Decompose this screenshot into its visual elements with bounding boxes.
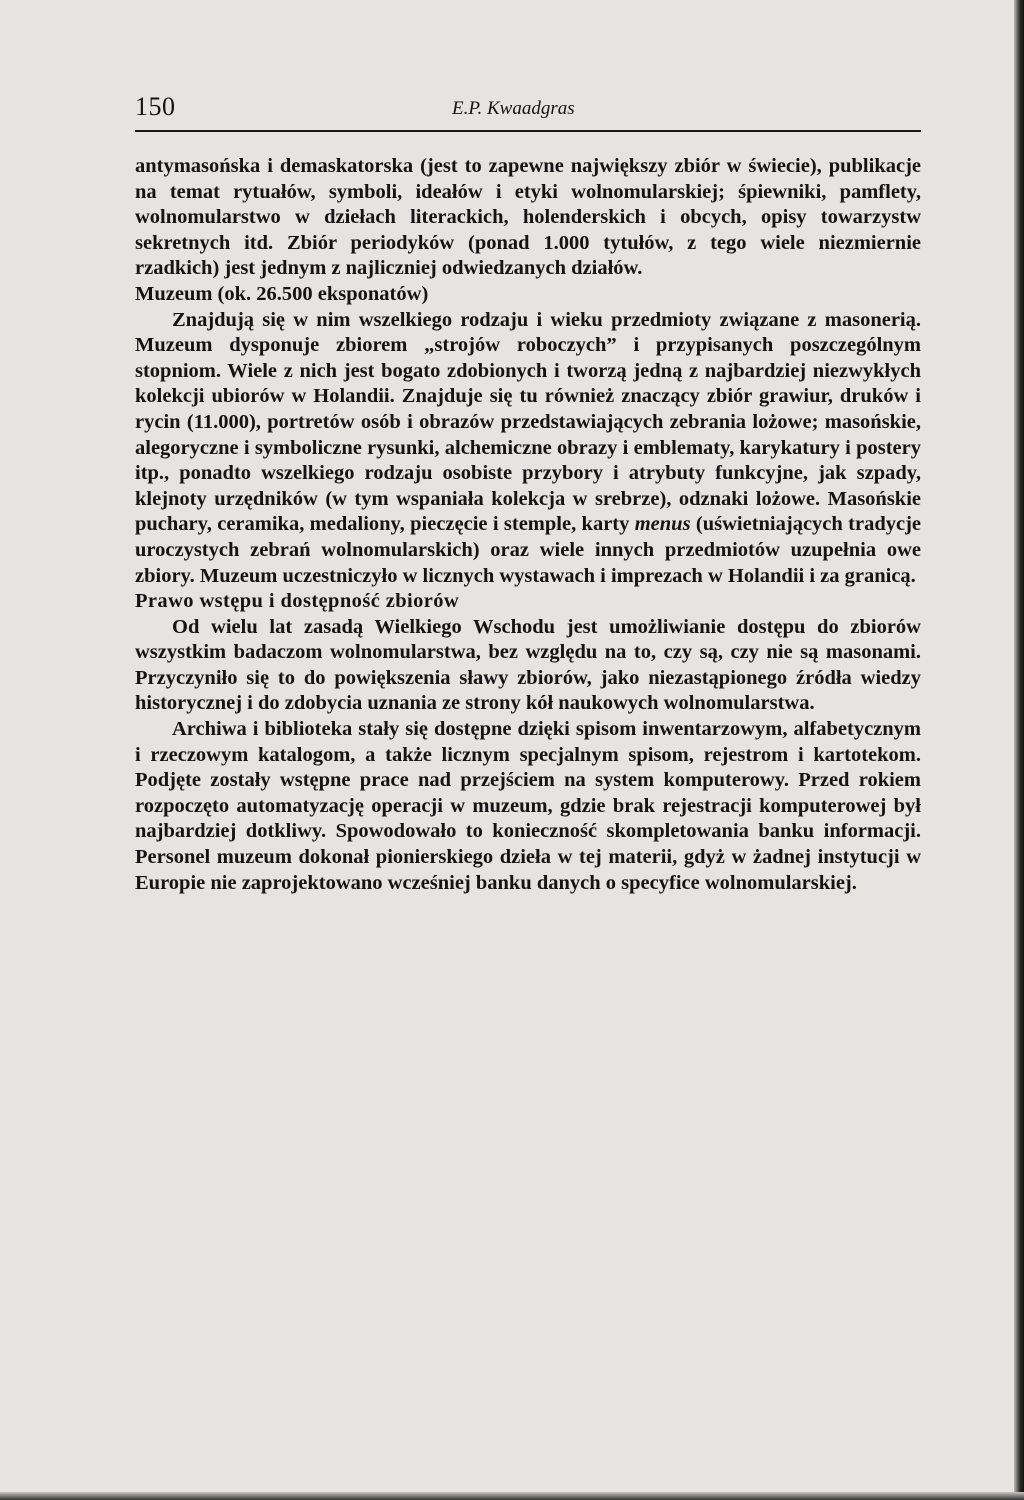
- book-page: [135, 86, 921, 896]
- intro-paragraph: antymasońska i demaskatorska (jest to zapewne największy zbiór w świecie), publikacje na temat rytuałów, symboli, ideałów i etyki wolnomularskiej; śpiewniki, pamflety, wolnomularstwo w dziełach literackich, holenderskich i obcych, opisy towarzystw sekretnych itd. Zbiór periodyków (ponad 1.000 tytułów, z tego wiele niezmiernie rzadkich) jest jednym z najliczniej odwiedzanych działów.: [135, 155, 921, 280]
- running-head: [135, 86, 921, 132]
- museum-paragraph: [135, 308, 921, 590]
- body-text: [135, 154, 921, 896]
- access-paragraph-2: Archiwa i biblioteka stały się dostępne dzięki spisom inwentarzowym, alfabetycznym i rzeczowym katalogom, a także licznym specjalnym spisom, rejestrom i kartotekom. Podjęte zostały wstępne prace nad przejściem na system komputerowy. Przed rokiem rozpoczęto automatyzację operacji w muzeum, gdzie brak rejestracji komputerowej był najbardziej dotkliwy. Spowodowało to konieczność skompletowania banku informacji. Personel muzeum dokonał pionierskiego dzieła w tej materii, gdyż w żadnej instytucji w Europie nie zaprojektowano wcześniej banku danych o specyfice wolnomularskiej.: [135, 718, 921, 894]
- access-heading: Prawo wstępu i dostępność zbiorów: [135, 590, 460, 613]
- running-title: E.P. Kwaadgras: [452, 98, 575, 119]
- scan-edge-right: [1014, 0, 1024, 1500]
- scan-edge-bottom: [0, 1492, 1024, 1500]
- museum-text-part-2: (uświetniających tradycje uroczystych zebrań wolnomularskich) oraz wiele innych przedmiotów uzupełnia owe zbiory. Muzeum uczestniczyło w licznych wystawach i imprezach w Holandii i za granicą.: [135, 513, 921, 587]
- museum-text-part-1: Znajdują się w nim wszelkiego rodzaju i wieku przedmioty związane z masonerią. Muzeum dysponuje zbiorem „strojów roboczych” i przypisanych poszczególnym stopniom. Wiele z nich jest bogato zdobionych i tworzą jedną z najbardziej niezwykłych kolekcji ubiorów w Holandii. Znajduje się tu również znaczący zbiór grawiur, druków i rycin (11.000), portretów osób i obrazów przedstawiających zebrania lożowe; masońskie, alegoryczne i symboliczne rysunki, alchemiczne obrazy i emblematy, karykatury i postery itp., ponadto wszelkiego rodzaju osobiste przybory i atrybuty funkcyjne, jak szpady, klejnoty urzędników (w tym wspaniała kolekcja w srebrze), odznaki lożowe. Masońskie puchary, ceramika, medaliony, pieczęcie i stemple, karty: [135, 308, 921, 536]
- page-number: 150: [135, 92, 176, 121]
- museum-text-italic: menus: [634, 513, 691, 536]
- access-paragraph-1: Od wielu lat zasadą Wielkiego Wschodu jest umożliwianie dostępu do zbiorów wszystkim badaczom wolnomularstwa, bez względu na to, czy są, czy nie są masonami. Przyczyniło się to do powiększenia sławy zbiorów, jako niezastąpionego źródła wiedzy historycznej i do zdobycia uznania ze strony kół naukowych wolnomularstwa.: [135, 615, 921, 715]
- museum-heading: Muzeum (ok. 26.500 eksponatów): [135, 282, 429, 305]
